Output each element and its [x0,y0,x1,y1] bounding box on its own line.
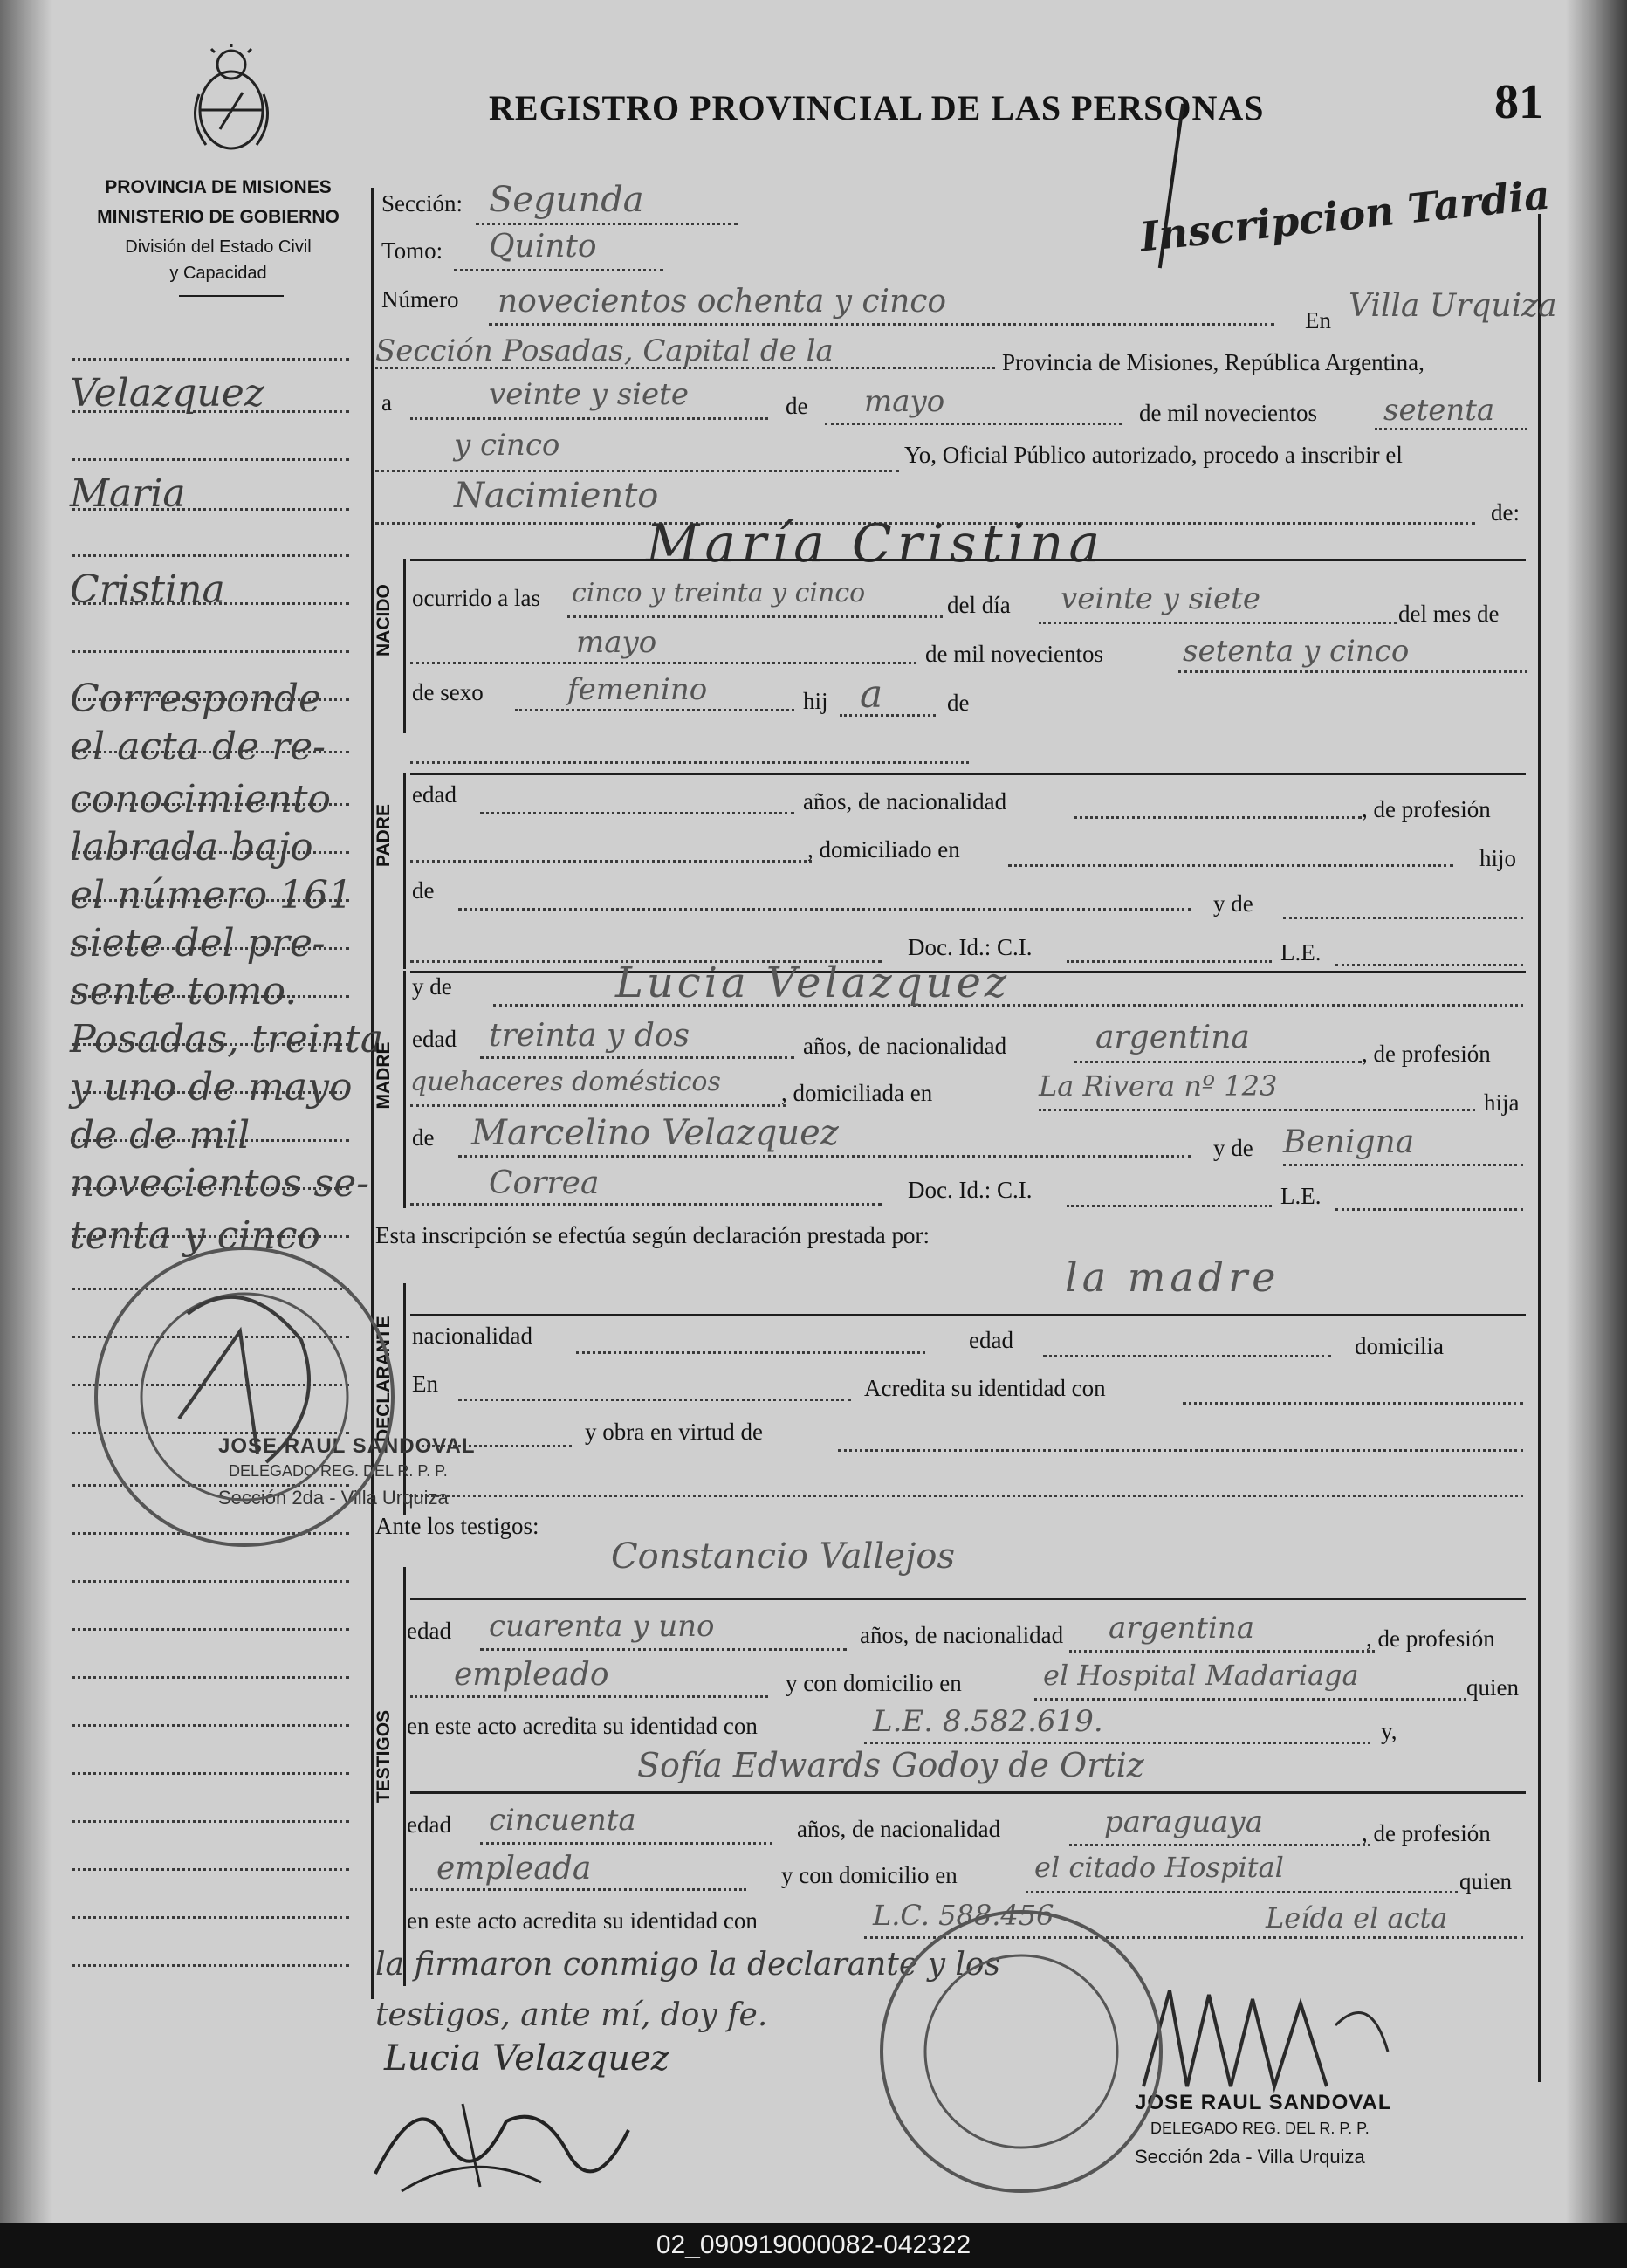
page-number: 81 [1494,75,1543,129]
label-hija: hija [1484,1089,1520,1116]
entry-dia-nac: veinte y siete [1061,581,1260,616]
field-line-nacido-extra [410,761,969,764]
label-y-de-madre-2: y de [1213,1135,1253,1161]
margin-line [72,1772,349,1775]
field-line-obra-2 [410,1495,1523,1497]
label-acredita-t1: en este acto acredita su identidad con [407,1713,758,1739]
stamp-official-section: Sección 2da - Villa Urquiza [1135,2146,1365,2168]
margin-line [72,1820,349,1823]
label-de-colon: de: [1491,499,1520,526]
label-edad-t1: edad [407,1618,451,1644]
entry-testigo2-nombre: Sofía Edwards Godoy de Ortiz [637,1746,1144,1784]
field-line-nac-padre [1074,816,1362,819]
signature-declarante [367,2069,646,2200]
label-de-1: de [786,393,808,419]
rule-declarante [410,1314,1526,1316]
field-line-numero [489,323,1274,326]
field-line-mes-nac [410,662,916,664]
label-y-obra: y obra en virtud de [585,1419,763,1445]
entry-madre-profesion: quehaceres domésticos [410,1067,721,1097]
office-line-1: PROVINCIA DE MISIONES [105,177,332,197]
section-label-nacido: NACIDO [374,584,394,656]
field-line-profesion-padre [410,860,812,863]
label-anos-t1: años, de nacionalidad [860,1622,1064,1648]
label-ante-testigos: Ante los testigos: [375,1513,539,1539]
label-de-2: de [947,690,970,716]
nacido-vrule [403,559,406,733]
coat-of-arms [183,42,279,155]
entry-testigo1-edad: cuarenta y uno [489,1609,715,1644]
field-line-sexo [515,709,794,711]
stamp-official-title-2: DELEGADO REG. DEL R. P. P. [229,1462,448,1480]
entry-dia-fecha: veinte y siete [489,377,689,412]
section-label-madre: MADRE [374,1041,394,1110]
label-yo-oficial: Yo, Oficial Público autorizado, procedo a inscribir el [904,442,1403,468]
office-line-4: y Capacidad [169,264,267,283]
field-line-anio-nac [1178,670,1527,673]
label-profesion-t1: , de profesión [1366,1625,1495,1652]
margin-note-line: siete del pre- [70,921,326,966]
entry-numero: novecientos ochenta y cinco [498,284,947,320]
margin-line [72,1868,349,1871]
field-line-anio [1375,428,1527,430]
label-domiciliado-padre: , domiciliado en [807,836,960,863]
entry-madre-domicilio: La Rivera nº 123 [1039,1069,1278,1103]
label-anos-padre: años, de nacionalidad [803,788,1007,814]
circular-seal-right [873,1903,1170,2200]
entry-declarante: la madre [1065,1254,1280,1301]
margin-note-line: Maria [70,471,186,516]
entry-madre-nombre: Lucia Velazquez [615,959,1011,1007]
label-profesion-t2: , de profesión [1362,1820,1491,1846]
entry-anio-fecha-2: y cinco [454,428,560,463]
entry-madre-edad: treinta y dos [489,1018,690,1054]
signature-madre: Lucia Velazquez [384,2038,669,2079]
stamp-official-section-2: Sección 2da - Villa Urquiza [218,1487,449,1509]
margin-line [72,458,349,461]
label-del-mes: del mes de [1398,601,1500,627]
entry-hora: cinco y treinta y cinco [572,578,866,608]
entry-testigo2-domicilio: el citado Hospital [1034,1851,1284,1884]
entry-nombre: María Cristina [646,513,1106,574]
field-line-domicilio-t1 [1034,1698,1466,1701]
field-line-doc-t1 [864,1742,1370,1744]
padre-vrule [403,773,406,969]
field-line-le-padre [1335,964,1523,966]
entry-testigo1-domicilio: el Hospital Madariaga [1043,1659,1359,1692]
label-edad-madre: edad [412,1026,457,1052]
page-title: REGISTRO PROVINCIAL DE LAS PERSONAS [489,88,1265,127]
margin-note-line: el número 161 [70,873,354,918]
field-line-madre-madre-2 [410,1203,882,1206]
section-label-testigos: TESTIGOS [374,1709,394,1804]
field-line-hora [567,615,943,618]
entry-cierre-2: la firmaron conmigo la declarante y los [375,1947,1001,1983]
label-domiciliada: , domiciliada en [781,1080,933,1106]
margin-note-line: Corresponde [70,677,322,721]
label-anos-t2: años, de nacionalidad [797,1816,1001,1842]
label-de-madre: de [412,1124,435,1151]
margin-note-line: sente tomo. [70,969,298,1014]
field-line-profesion-t1 [410,1695,768,1698]
entry-cierre-1: Leída el acta [1266,1901,1448,1935]
field-line-le-madre [1335,1208,1523,1211]
entry-mes-fecha: mayo [864,384,945,419]
entry-testigo1-profesion: empleado [454,1657,609,1693]
margin-note-line: conocimiento [70,777,332,821]
margin-note-line: Cristina [70,567,225,612]
label-a: a [381,389,392,416]
rule-padre [410,773,1526,775]
entry-testigo1-nacionalidad: argentina [1109,1611,1255,1646]
entry-lugar-2: Sección Posadas, Capital de la [375,333,834,368]
label-en: En [1305,307,1331,333]
margin-line [72,1724,349,1727]
field-line-dia [410,417,768,420]
entry-madre-padres: Marcelino Velazquez [471,1113,839,1153]
label-de-mil-2: de mil novecientos [925,641,1103,667]
margin-line [72,650,349,653]
field-line-obra [838,1449,1523,1452]
field-line-seccion [476,223,738,225]
field-line-lugar-2 [375,367,995,369]
field-line-acredita-decl [1183,1402,1523,1405]
field-line-madre-madre [1283,1164,1523,1166]
margin-note-line: y uno de mayo [70,1065,353,1110]
margin-note-line: Posadas, treinta [70,1017,384,1062]
label-profesion-padre: , de profesión [1362,796,1491,822]
label-y-de-padre: y de [1213,890,1253,917]
label-en-decl: En [412,1371,438,1397]
field-line-dia-nac [1039,622,1397,624]
label-doc-madre: Doc. Id.: C.I. [908,1177,1033,1203]
margin-line [72,1676,349,1679]
margin-note-line: tenta y cinco [70,1213,320,1258]
label-de-mil: de mil novecientos [1139,400,1317,426]
entry-anio-fecha: setenta [1383,393,1495,428]
field-line-edad-t2 [480,1842,772,1845]
rule-testigo2 [410,1791,1526,1794]
label-de-sexo: de sexo [412,679,484,705]
entry-testigo1-nombre: Constancio Vallejos [611,1536,955,1577]
office-line-2: MINISTERIO DE GOBIERNO [97,207,340,227]
label-domicilia-decl: domicilia [1355,1333,1444,1359]
field-line-edad-madre [480,1056,794,1059]
field-line-ci-padre [1067,960,1272,963]
label-y-de-madre: y de [412,973,452,1000]
field-line-domicilio-t2 [1026,1891,1458,1893]
field-line-edad-padre [480,812,794,814]
entry-cierre-3: testigos, ante mí, doy fe. [375,1997,768,2033]
field-line-nac-t2 [1069,1844,1370,1846]
office-underline [179,295,284,297]
entry-mes-nac: mayo [576,625,657,660]
entry-en-lugar: Villa Urquiza [1349,288,1557,324]
entry-testigo1-doc: L.E. 8.582.619. [873,1704,1103,1739]
label-doc-padre: Doc. Id.: C.I. [908,934,1033,960]
field-line-ci-madre [1067,1205,1272,1207]
field-line-domicilio-padre [1008,864,1453,867]
margin-line [72,358,349,361]
margin-note-line: labrada bajo [70,825,313,869]
label-hijo-padre: hijo [1479,845,1517,871]
section-label-declarante: DECLARANTE [374,1316,394,1442]
label-numero: Número [381,286,459,313]
label-de-padre: de [412,877,435,904]
label-le-madre: L.E. [1280,1183,1322,1209]
stamp-official-title: DELEGADO REG. DEL R. P. P. [1150,2120,1370,2137]
label-quien-t1: quien [1466,1674,1519,1701]
section-label-padre: PADRE [374,804,394,867]
entry-hij-suffix: a [860,672,883,717]
label-edad-padre: edad [412,781,457,808]
entry-anio-nac: setenta y cinco [1183,634,1410,669]
label-del-dia: del día [947,592,1011,618]
margin-line [72,1964,349,1967]
field-line-hij [840,714,936,717]
label-y-comma: y, [1381,1718,1397,1744]
label-tomo: Tomo: [381,237,443,264]
field-line-edad-decl [1043,1355,1331,1357]
entry-testigo2-nacionalidad: paraguaya [1104,1804,1263,1839]
label-esta-inscripcion: Esta inscripción se efectúa según declaración prestada por: [375,1222,930,1248]
field-line-madre-padre [1283,917,1523,919]
margin-line [72,1916,349,1919]
stamp-official-name-2: JOSE RAUL SANDOVAL [218,1434,476,1458]
entry-madre-madre: Benigna [1283,1124,1415,1160]
label-acredita-t2: en este acto acredita su identidad con [407,1907,758,1934]
image-caption: 02_090919000082-042322 [656,2230,971,2259]
field-line-profesion-madre [410,1104,786,1107]
entry-seccion: Segunda [489,180,644,220]
entry-acto: Nacimiento [454,476,659,516]
entry-testigo2-profesion: empleada [436,1851,592,1887]
entry-madre-madre-2: Correa [489,1165,600,1201]
label-hij: hij [803,688,828,714]
form-right-border [1538,214,1541,2082]
field-line-anio-2 [375,470,899,472]
field-line-padres-padre [458,908,1191,911]
testigos-vrule [403,1567,406,1986]
entry-sexo: femenino [567,672,708,707]
entry-testigo2-doc: L.C. 588.456 [873,1899,1054,1932]
margin-line [72,554,349,557]
margin-line [72,1580,349,1583]
office-line-3: División del Estado Civil [125,237,312,257]
stamp-note: Inscripcion Tardia [1137,170,1553,261]
label-nacionalidad-decl: nacionalidad [412,1323,532,1349]
label-provincia: Provincia de Misiones, República Argentina, [1002,349,1424,375]
label-ocurrido: ocurrido a las [412,585,540,611]
margin-note-line: de de mil [70,1113,251,1158]
entry-madre-nacionalidad: argentina [1095,1020,1250,1055]
label-seccion: Sección: [381,190,463,216]
label-acredita-decl: Acredita su identidad con [864,1375,1106,1401]
stamp-official-name: JOSE RAUL SANDOVAL [1135,2091,1392,2114]
margin-note-line: el acta de re- [70,725,326,769]
rule-nombre [410,559,1526,561]
field-line-domicilio-decl [458,1399,851,1401]
field-line-nac-t1 [1069,1650,1375,1653]
entry-tomo: Quinto [489,229,597,265]
circular-seal-left [83,1235,406,1558]
label-edad-t2: edad [407,1811,451,1838]
margin-line [72,1628,349,1631]
entry-testigo2-edad: cincuenta [489,1803,636,1838]
label-anos-madre: años, de nacionalidad [803,1033,1007,1059]
madre-vrule [403,971,406,1208]
label-y-con-domicilio-t1: y con domicilio en [786,1670,962,1696]
label-edad-decl: edad [969,1327,1013,1353]
margin-note-line: novecientos se- [70,1161,370,1206]
label-y-con-domicilio-t2: y con domicilio en [781,1862,958,1888]
label-profesion-madre: , de profesión [1362,1041,1491,1067]
field-line-domicilio-madre [1039,1109,1475,1111]
field-line-padres-madre [458,1155,1191,1158]
field-line-edad-t1 [480,1648,847,1651]
margin-note-line: Velazquez [70,371,264,416]
rule-testigo1 [410,1598,1526,1600]
field-line-mes [825,423,1122,425]
field-line-profesion-t2 [410,1888,746,1891]
field-line-tomo [454,269,663,271]
label-quien-t2: quien [1459,1868,1512,1894]
field-line-nac-madre [1074,1061,1362,1063]
field-line-nac-decl [576,1351,925,1354]
label-le-padre: L.E. [1280,939,1322,966]
